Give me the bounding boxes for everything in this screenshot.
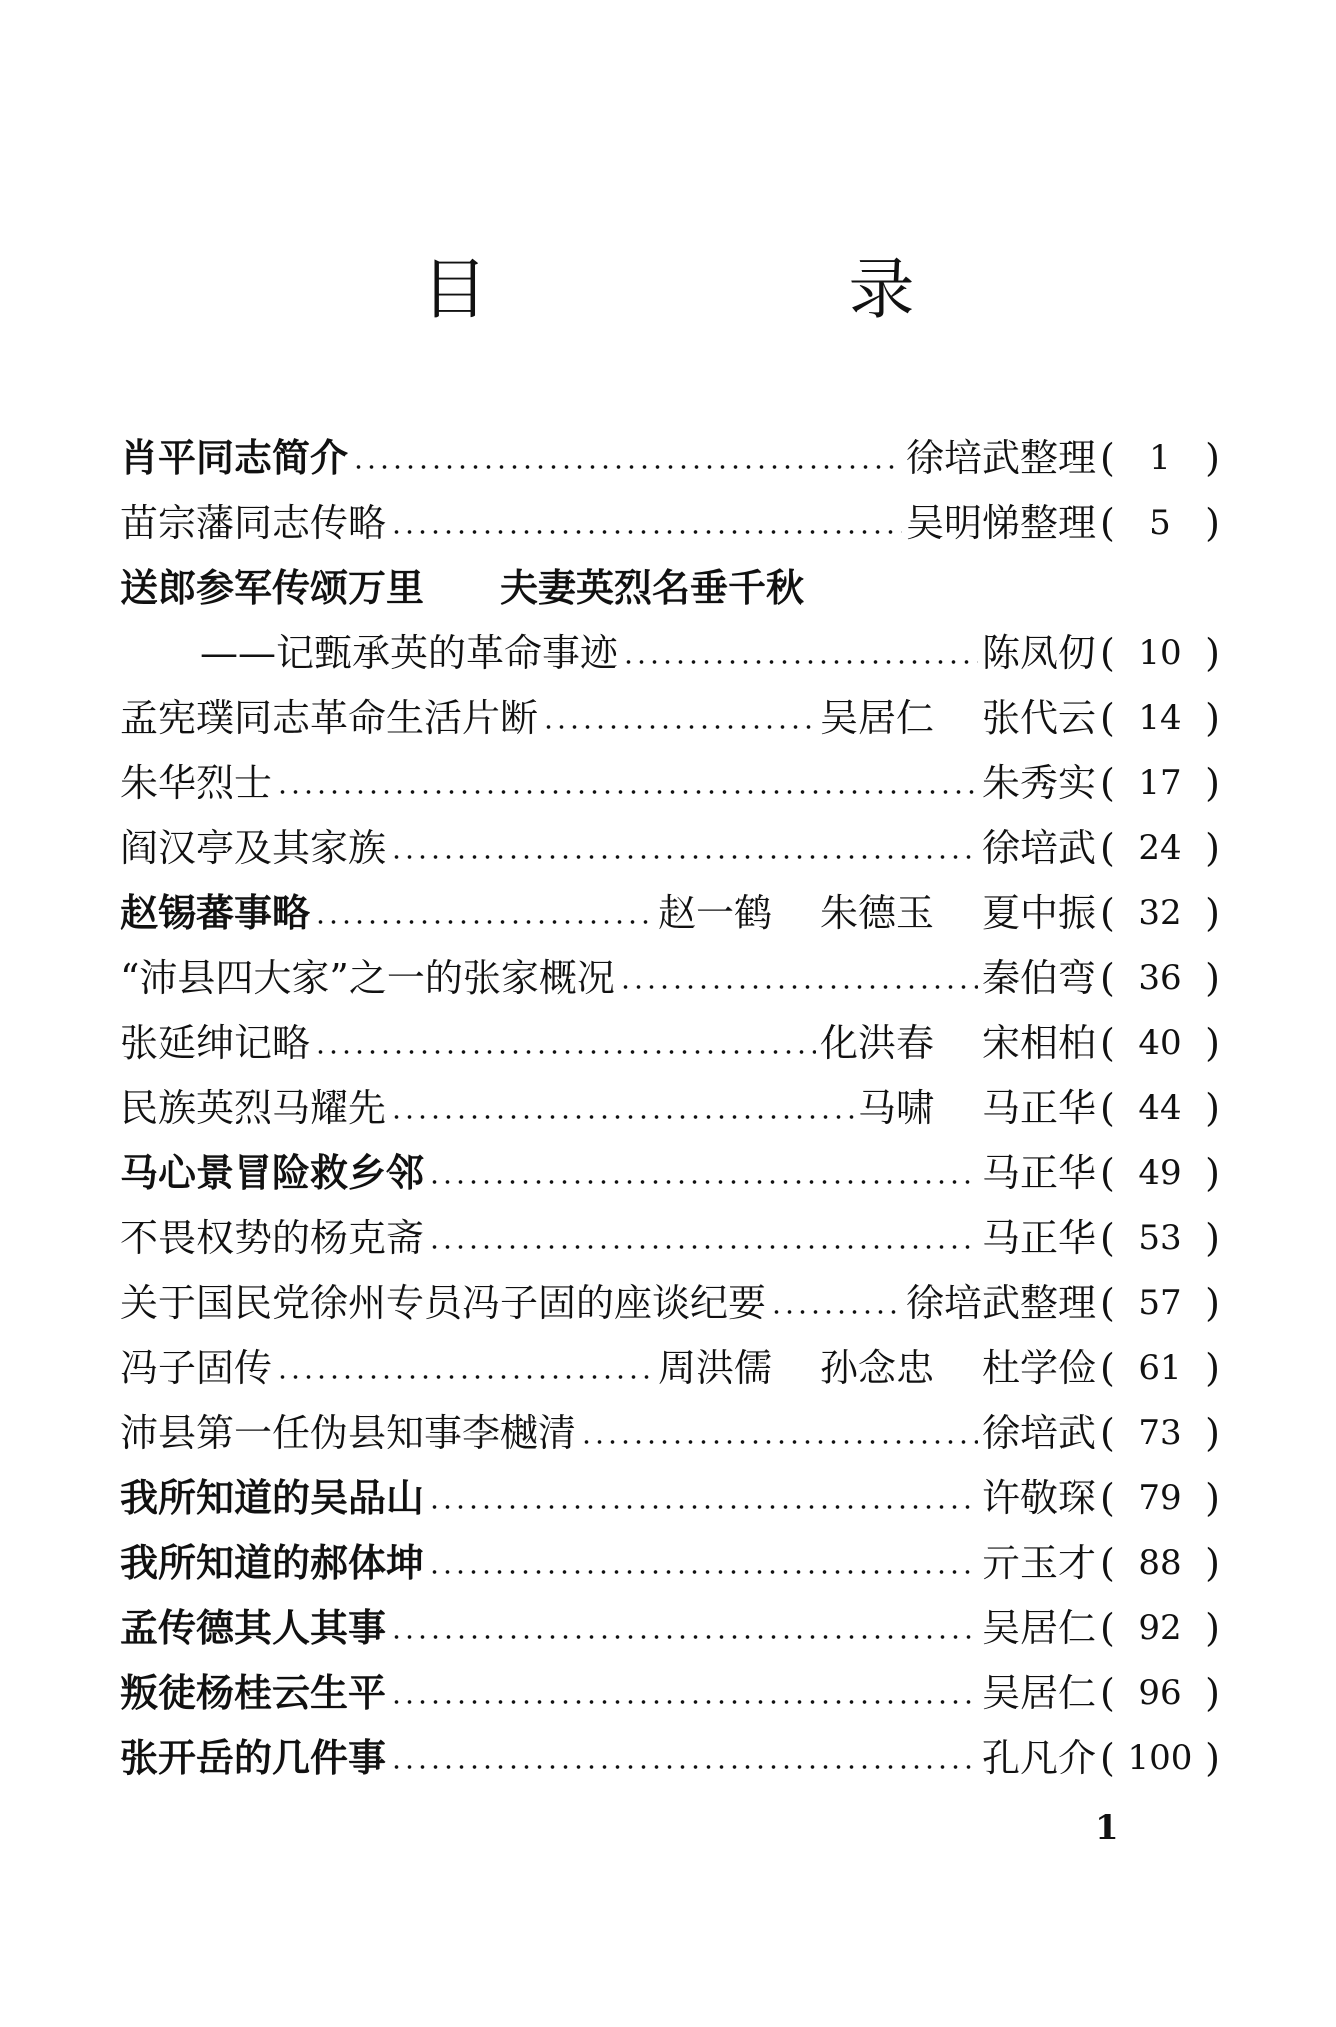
paren-open: ( — [1100, 1150, 1115, 1195]
author-name: 亓玉才 — [981, 1540, 1096, 1585]
author-name: 孙念忠 — [819, 1345, 934, 1390]
page-ref: 100 — [1127, 1737, 1193, 1778]
page-ref: 88 — [1138, 1542, 1182, 1583]
paren-close: ) — [1205, 825, 1220, 870]
entry-page — [1100, 1476, 1220, 1520]
entry-authors — [982, 1411, 1096, 1455]
paren-close: ) — [1205, 435, 1220, 480]
toc-entry — [120, 1075, 1220, 1140]
entry-page — [1100, 1541, 1220, 1585]
page-ref: 40 — [1138, 1022, 1182, 1063]
entry-title: 我所知道的吴品山 — [120, 1474, 425, 1520]
toc-entry — [120, 1140, 1220, 1205]
dot-leader — [428, 1179, 978, 1185]
page-ref: 49 — [1138, 1152, 1182, 1193]
entry-title: ——记甄承英的革命事迹 — [200, 630, 619, 675]
author-name: 吴居仁 — [819, 695, 934, 740]
entry-authors — [982, 1606, 1096, 1650]
author-name: 许敬琛 — [981, 1475, 1096, 1520]
entry-title: 不畏权势的杨克斋 — [120, 1215, 425, 1260]
toc-entry — [120, 620, 1220, 685]
paren-open: ( — [1100, 1020, 1115, 1065]
paren-open: ( — [1100, 1215, 1115, 1260]
paren-close: ) — [1205, 955, 1220, 1000]
entry-title: 肖平同志简介 — [120, 434, 349, 480]
paren-open: ( — [1100, 1345, 1115, 1390]
entry-page — [1100, 761, 1220, 805]
entry-authors — [982, 826, 1096, 870]
entry-title: 朱华烈士 — [120, 760, 273, 805]
toc-entry — [120, 1335, 1220, 1400]
paren-close: ) — [1205, 1475, 1220, 1520]
entry-authors — [658, 1346, 1096, 1390]
entry-title: 赵锡蕃事略 — [120, 889, 311, 935]
author-name: 张代云 — [981, 695, 1096, 740]
dot-leader — [352, 464, 902, 470]
entry-title: 沛县第一任伪县知事李樾清 — [120, 1410, 577, 1455]
page-ref: 32 — [1138, 892, 1182, 933]
author-name: 化洪春 — [819, 1020, 934, 1065]
page-ref: 61 — [1138, 1347, 1182, 1388]
paren-close: ) — [1205, 890, 1220, 935]
entry-title: 叛徒杨桂云生平 — [120, 1669, 387, 1715]
dot-leader — [390, 854, 978, 860]
page-ref: 24 — [1138, 827, 1182, 868]
dot-leader — [428, 1244, 978, 1250]
paren-open: ( — [1100, 630, 1115, 675]
dot-leader — [314, 919, 654, 925]
toc-entry — [120, 1205, 1220, 1270]
paren-open: ( — [1100, 1280, 1115, 1325]
author-name: 陈凤仞 — [981, 630, 1096, 675]
entry-authors — [982, 1736, 1096, 1780]
entry-page — [1100, 1021, 1220, 1065]
paren-close: ) — [1205, 760, 1220, 805]
entry-title: 关于国民党徐州专员冯子固的座谈纪要 — [120, 1280, 767, 1325]
paren-open: ( — [1100, 1735, 1115, 1780]
toc-entry — [120, 1465, 1220, 1530]
entry-title: 冯子固传 — [120, 1345, 273, 1390]
entry-authors — [906, 1281, 1096, 1325]
author-name: 吴明悌整理 — [905, 500, 1096, 545]
page-ref: 14 — [1138, 697, 1182, 738]
author-name: 徐培武整理 — [905, 435, 1096, 480]
paren-open: ( — [1100, 1085, 1115, 1130]
paren-open: ( — [1100, 1410, 1115, 1455]
paren-close: ) — [1205, 1605, 1220, 1650]
page-ref: 1 — [1149, 437, 1171, 478]
dot-leader — [390, 1764, 978, 1770]
toc-entry — [120, 1660, 1220, 1725]
dot-leader — [622, 659, 978, 665]
paren-open: ( — [1100, 1605, 1115, 1650]
toc-entry — [120, 815, 1220, 880]
paren-open: ( — [1100, 1670, 1115, 1715]
dot-leader — [428, 1504, 978, 1510]
page-ref: 53 — [1138, 1217, 1182, 1258]
author-name: 周洪儒 — [657, 1345, 772, 1390]
paren-open: ( — [1100, 500, 1115, 545]
toc-entry — [120, 490, 1220, 555]
entry-page — [1100, 1736, 1220, 1780]
entry-title: 阎汉亭及其家族 — [120, 825, 387, 870]
entry-title: 孟宪璞同志革命生活片断 — [120, 695, 539, 740]
author-name: 夏中振 — [981, 890, 1096, 935]
toc-entry — [120, 1530, 1220, 1595]
toc-entry — [120, 750, 1220, 815]
entry-authors — [906, 436, 1096, 480]
entry-authors — [820, 1021, 1096, 1065]
entry-authors — [820, 696, 1096, 740]
paren-open: ( — [1100, 695, 1115, 740]
entry-authors — [982, 761, 1096, 805]
dot-leader — [390, 1634, 978, 1640]
author-name: 马正华 — [981, 1150, 1096, 1195]
paren-close: ) — [1205, 695, 1220, 740]
paren-close: ) — [1205, 630, 1220, 675]
entry-title: 张延绅记略 — [120, 1020, 311, 1065]
page-ref: 79 — [1138, 1477, 1182, 1518]
entry-authors — [982, 1671, 1096, 1715]
entry-page — [1100, 1151, 1220, 1195]
dot-leader — [276, 789, 978, 795]
paren-close: ) — [1205, 1150, 1220, 1195]
page-ref: 92 — [1138, 1607, 1182, 1648]
entry-page — [1100, 1671, 1220, 1715]
paren-close: ) — [1205, 1215, 1220, 1260]
entry-title: 我所知道的郝体坤 — [120, 1539, 425, 1585]
dot-leader — [390, 1699, 978, 1705]
author-name: 吴居仁 — [981, 1605, 1096, 1650]
paren-open: ( — [1100, 1540, 1115, 1585]
dot-leader — [542, 724, 816, 730]
entry-page — [1100, 1281, 1220, 1325]
entry-page — [1100, 1216, 1220, 1260]
entry-title: 民族英烈马耀先 — [120, 1085, 387, 1130]
paren-close: ) — [1205, 1085, 1220, 1130]
paren-open: ( — [1100, 435, 1115, 480]
author-name: 马正华 — [981, 1085, 1096, 1130]
paren-close: ) — [1205, 500, 1220, 545]
page-title: 目 录 — [421, 251, 1085, 328]
author-name: 马啸 — [857, 1085, 934, 1130]
page-ref: 73 — [1138, 1412, 1182, 1453]
author-name: 马正华 — [981, 1215, 1096, 1260]
entry-title: 张开岳的几件事 — [120, 1734, 387, 1780]
entry-page — [1100, 826, 1220, 870]
toc-entry — [120, 1010, 1220, 1075]
entry-authors — [982, 1151, 1096, 1195]
paren-open: ( — [1100, 1475, 1115, 1520]
author-name: 徐培武整理 — [905, 1280, 1096, 1325]
dot-leader — [428, 1569, 978, 1575]
entry-page — [1100, 1086, 1220, 1130]
author-name: 宋相柏 — [981, 1020, 1096, 1065]
paren-open: ( — [1100, 890, 1115, 935]
author-name: 徐培武 — [981, 1410, 1096, 1455]
entry-title: 苗宗藩同志传略 — [120, 500, 387, 545]
toc-entry — [120, 555, 1220, 620]
paren-close: ) — [1205, 1540, 1220, 1585]
entry-title: “沛县四大家”之一的张家概况 — [120, 955, 615, 1000]
toc-entry — [120, 945, 1220, 1010]
author-name: 赵一鹤 — [657, 890, 772, 935]
entry-authors — [982, 1476, 1096, 1520]
paren-open: ( — [1100, 760, 1115, 805]
page-ref: 5 — [1149, 502, 1171, 543]
paren-close: ) — [1205, 1345, 1220, 1390]
dot-leader — [314, 1049, 816, 1055]
toc-entry — [120, 1400, 1220, 1465]
dot-leader — [580, 1439, 978, 1445]
toc-entry — [120, 1595, 1220, 1660]
table-of-contents — [120, 425, 1220, 1790]
page-ref: 10 — [1138, 632, 1182, 673]
dot-leader — [770, 1309, 902, 1315]
entry-authors — [658, 891, 1096, 935]
entry-page — [1100, 436, 1220, 480]
entry-title: 孟传德其人其事 — [120, 1604, 387, 1650]
paren-close: ) — [1205, 1670, 1220, 1715]
entry-page — [1100, 501, 1220, 545]
toc-entry — [120, 685, 1220, 750]
author-name: 杜学俭 — [981, 1345, 1096, 1390]
toc-entry — [120, 1270, 1220, 1335]
page-ref: 17 — [1138, 762, 1182, 803]
page-ref: 36 — [1138, 957, 1182, 998]
entry-authors — [982, 1216, 1096, 1260]
toc-entry — [120, 425, 1220, 490]
entry-authors — [982, 631, 1096, 675]
dot-leader — [390, 1114, 854, 1120]
entry-page — [1100, 631, 1220, 675]
author-name: 孔凡介 — [981, 1735, 1096, 1780]
author-name: 朱秀实 — [981, 760, 1096, 805]
entry-authors — [906, 501, 1096, 545]
dot-leader — [276, 1374, 654, 1380]
entry-page — [1100, 891, 1220, 935]
entry-page — [1100, 956, 1220, 1000]
dot-leader — [619, 984, 978, 990]
entry-page — [1100, 1606, 1220, 1650]
paren-close: ) — [1205, 1020, 1220, 1065]
page-ref: 96 — [1138, 1672, 1182, 1713]
toc-entry — [120, 1725, 1220, 1790]
author-name: 吴居仁 — [981, 1670, 1096, 1715]
entry-authors — [858, 1086, 1096, 1130]
paren-close: ) — [1205, 1410, 1220, 1455]
page-ref: 57 — [1138, 1282, 1182, 1323]
toc-entry — [120, 880, 1220, 945]
entry-title: 马心景冒险救乡邻 — [120, 1149, 425, 1195]
entry-authors — [982, 1541, 1096, 1585]
paren-open: ( — [1100, 955, 1115, 1000]
entry-page — [1100, 1346, 1220, 1390]
paren-open: ( — [1100, 825, 1115, 870]
page-ref: 44 — [1138, 1087, 1182, 1128]
entry-title: 送郎参军传颂万里 夫妻英烈名垂千秋 — [120, 564, 805, 610]
dot-leader — [390, 529, 902, 535]
entry-page — [1100, 696, 1220, 740]
author-name: 秦伯弯 — [981, 955, 1096, 1000]
paren-close: ) — [1205, 1735, 1220, 1780]
entry-page — [1100, 1411, 1220, 1455]
paren-close: ) — [1205, 1280, 1220, 1325]
page-number: 1 — [1095, 1808, 1119, 1848]
author-name: 徐培武 — [981, 825, 1096, 870]
author-name: 朱德玉 — [819, 890, 934, 935]
entry-authors — [982, 956, 1096, 1000]
